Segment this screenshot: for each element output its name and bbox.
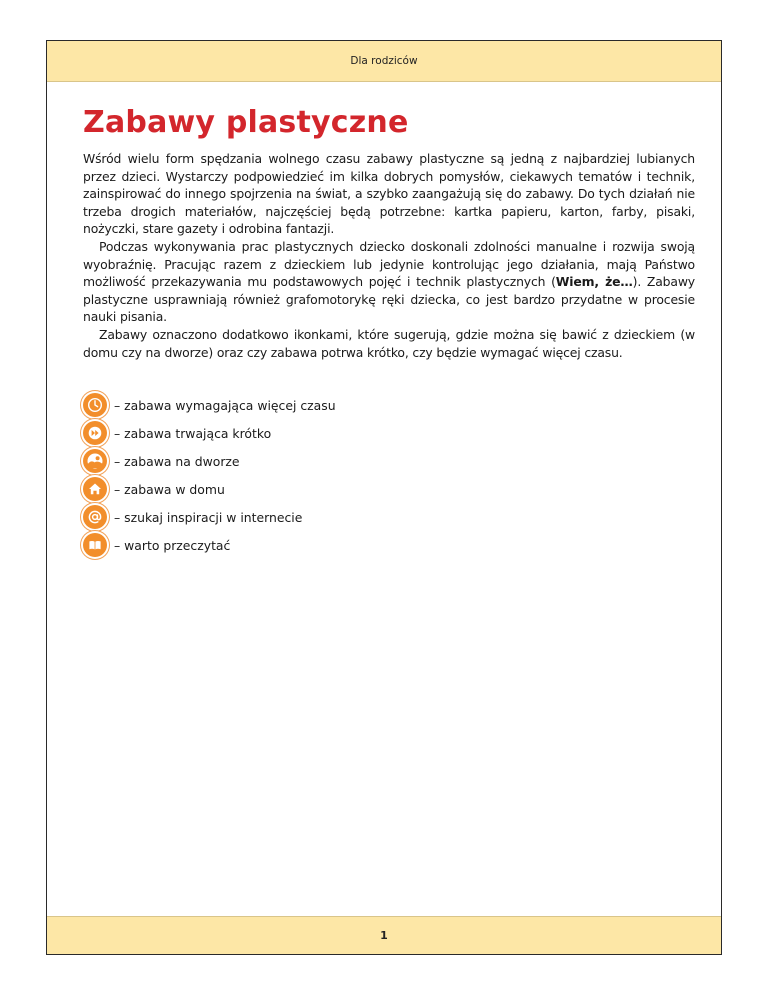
- legend-item-read: [83, 531, 336, 559]
- legend-item-home: [83, 475, 336, 503]
- paragraph-2-text: Podczas wykonywania prac plastycznych dziecko doskonali zdolności manualne i rozwija swoją wyobraźnię. Pracując razem z dzieckiem lub jedynie kontrolując jego działania, mają Państwo możliwość przekazywania mu podstawowych pojęć i technik plastycznych (: [83, 238, 695, 290]
- paragraph-2-bold: Wiem, że…: [555, 274, 633, 290]
- legend-label: – zabawa wymagająca więcej czasu: [114, 397, 336, 413]
- paragraph-2-text-end: ). Zabawy plastyczne usprawniają również grafomotorykę ręki dziecka, co jest bardzo przydatne w procesie nauki pisania.: [83, 274, 695, 325]
- legend-item-internet: [83, 503, 336, 531]
- legend-label: – zabawa w domu: [114, 481, 225, 497]
- page-header: [47, 41, 721, 82]
- page-title: Zabawy plastyczne: [83, 105, 409, 140]
- legend-label: – szukaj inspiracji w internecie: [114, 509, 303, 525]
- book-icon: [83, 533, 107, 557]
- paragraph-1: Wśród wielu form spędzania wolnego czasu zabawy plastyczne są jedną z najbardziej lubianych przez dzieci. Wystarczy podpowiedzieć im kilka dobrych pomysłów, ciekawych tematów i technik, zainspirować do innego spojrzenia na świat, a szybko zaangażują się do zabawy. Do tych działań nie trzeba drogich materiałów, najczęściej będą potrzebne: kartka papieru, karton, farby, pisaki, nożyczki, stare gazety i odrobina fantazji.: [83, 151, 695, 237]
- document-page: [46, 40, 722, 955]
- page-number: 1: [380, 929, 388, 942]
- house-icon: [83, 477, 107, 501]
- legend-item-outdoor: [83, 447, 336, 475]
- legend-label: – zabawa trwająca krótko: [114, 425, 272, 441]
- page-footer: [47, 916, 721, 954]
- paragraph-3: Zabawy oznaczono dodatkowo ikonkami, które sugerują, gdzie można się bawić z dzieckiem (w domu czy na dworze) oraz czy zabawa potrwa krótko, czy będzie wymagać więcej czasu.: [83, 326, 695, 360]
- at-sign-icon: [83, 505, 107, 529]
- fast-forward-icon: [83, 421, 107, 445]
- icon-legend: [83, 391, 336, 559]
- legend-label: – zabawa na dworze: [114, 453, 240, 469]
- legend-label: – warto przeczytać: [114, 537, 231, 553]
- legend-item-long: [83, 391, 336, 419]
- body-text: [83, 150, 695, 361]
- header-text: Dla rodziców: [350, 55, 418, 67]
- legend-item-short: [83, 419, 336, 447]
- paragraph-2: [83, 238, 695, 326]
- outdoor-landscape-icon: [83, 449, 107, 473]
- clock-icon: [83, 393, 107, 417]
